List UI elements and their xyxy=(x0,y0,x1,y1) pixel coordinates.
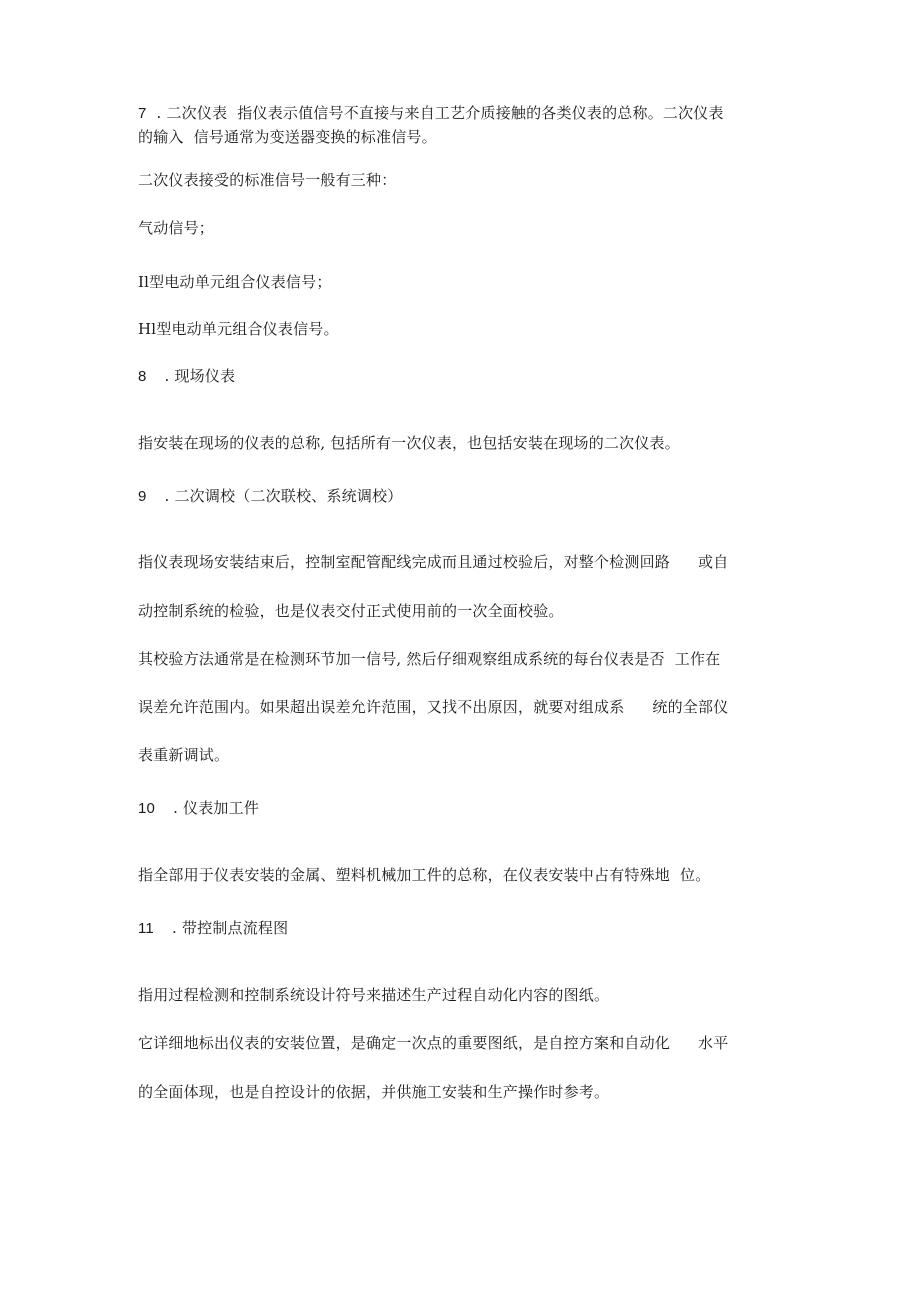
section-8-body: 指安装在现场的仪表的总称, 包括所有一次仪表，也包括安装在现场的二次仪表。 xyxy=(138,434,680,452)
signal-item-type-iii: Hl型电动单元组合仪表信号。 xyxy=(138,320,339,338)
section-9-number: 9 xyxy=(138,488,147,505)
section-11-para-2-line-1: 它详细地标出仪表的安装位置，是确定一次点的重要图纸，是自控方案和自动化 水平 xyxy=(138,1034,729,1052)
section-9-title: . 二次调校（二次联校、系统调校） xyxy=(164,487,403,505)
section-7-line-2: 的输入 信号通常为变送器变换的标准信号。 xyxy=(138,128,437,146)
section-11-heading xyxy=(138,918,288,939)
signal-item-pneumatic: 气动信号； xyxy=(138,219,215,237)
section-10-title: . 仪表加工件 xyxy=(173,799,260,817)
section-8-number: 8 xyxy=(138,368,147,385)
signal-item-type-ii: Il型电动单元组合仪表信号； xyxy=(138,273,332,291)
section-8-title: . 现场仪表 xyxy=(164,367,236,385)
section-10-heading xyxy=(138,798,259,819)
section-9-para-1-line-1: 指仪表现场安装结束后，控制室配管配线完成而且通过校验后，对整个检测回路 或自 xyxy=(138,553,729,571)
section-9-heading xyxy=(138,486,403,507)
section-10-body: 指全部用于仪表安装的金属、塑料机械加工件的总称，在仪表安装中占有特殊地 位。 xyxy=(138,866,711,884)
section-9-para-2-line-3: 表重新调试。 xyxy=(138,746,230,764)
section-11-number: 11 xyxy=(138,920,154,937)
section-9-para-2-line-1: 其校验方法通常是在检测环节加一信号, 然后仔细观察组成系统的每台仪表是否 工作在 xyxy=(138,650,721,668)
section-11-para-1: 指用过程检测和控制系统设计符号来描述生产过程自动化内容的图纸。 xyxy=(138,986,610,1004)
section-7-intro: 二次仪表接受的标准信号一般有三种： xyxy=(138,171,397,189)
section-8-heading xyxy=(138,366,235,387)
section-10-number: 10 xyxy=(138,800,156,817)
section-7-line-1 xyxy=(138,103,724,124)
section-9-para-1-line-2: 动控制系统的检验，也是仪表交付正式使用前的一次全面校验。 xyxy=(138,602,564,620)
section-11-para-2-line-2: 的全面体现，也是自控设计的依据，并供施工安装和生产操作时参考。 xyxy=(138,1083,610,1101)
section-7-number: 7 xyxy=(138,105,147,122)
section-7-definition: 指仪表示值信号不直接与来自工艺介质接触的各类仪表的总称。二次仪表 xyxy=(237,104,724,122)
section-9-para-2-line-2: 误差允许范围内。如果超出误差允许范围，又找不出原因，就要对组成系 统的全部仪 xyxy=(138,698,729,716)
section-7-title: . 二次仪表 xyxy=(156,104,228,122)
section-11-title: . 带控制点流程图 xyxy=(171,919,289,937)
